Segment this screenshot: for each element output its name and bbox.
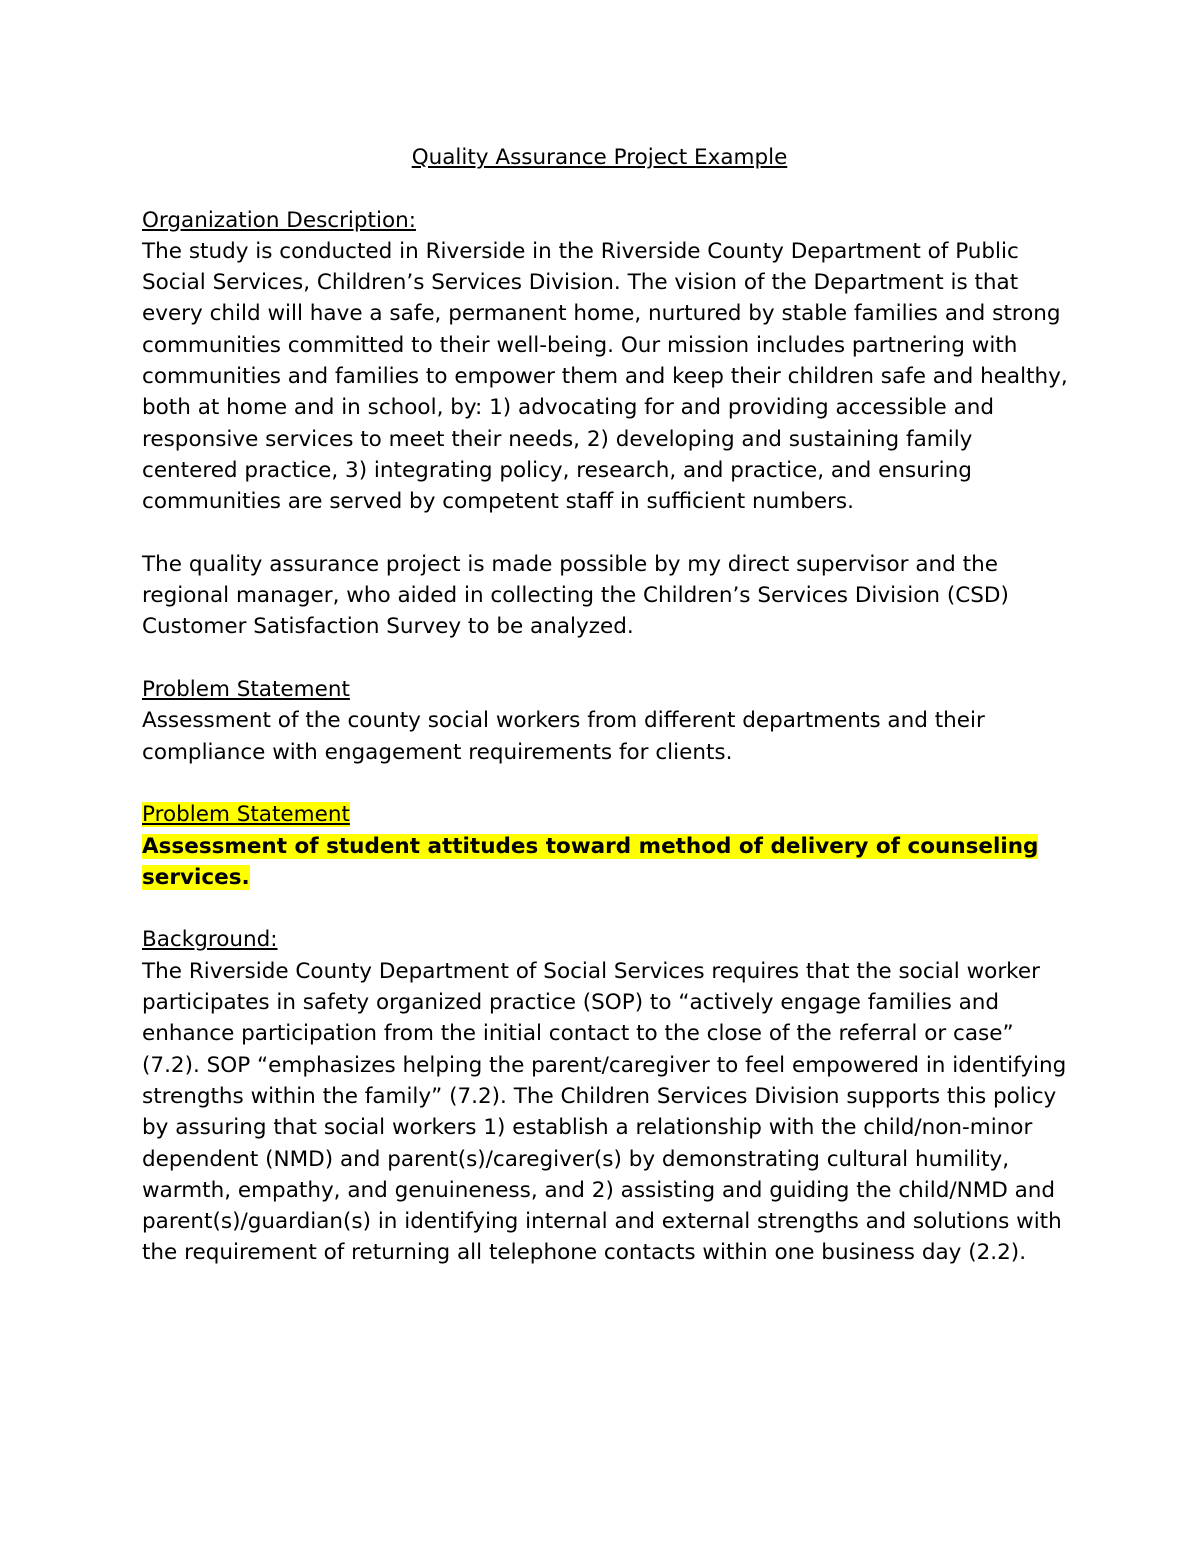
spacer bbox=[142, 893, 1072, 924]
highlighted-problem-heading-line bbox=[142, 799, 1072, 830]
spacer bbox=[142, 518, 1072, 549]
highlighted-problem-text: Assessment of student attitudes toward method of delivery of counseling services. bbox=[142, 833, 1039, 890]
background-heading: Background: bbox=[142, 927, 278, 953]
highlighted-problem-heading: Problem Statement bbox=[142, 802, 350, 828]
problem-statement-paragraph: Assessment of the county social workers from different departments and their compliance with engagement requirements for clients. bbox=[142, 708, 985, 765]
document-body bbox=[142, 142, 1072, 1269]
spacer bbox=[142, 768, 1072, 799]
background-paragraph: The Riverside County Department of Social Services requires that the social worker participates in safety organized practice (SOP) to “actively engage families and enhance participation from the initial contact to the close of the referral or case” (7.2). SOP “emphasizes helping the parent/caregiver to feel empowered in identifying strengths within the family” (7.2). The Children Services Division supports this policy by assuring that social workers 1) establish a relationship with the child/non-minor dependent (NMD) and parent(s)/caregiver(s) by demonstrating cultural humility, warmth, empathy, and genuineness, and 2) assisting and guiding the child/NMD and parent(s)/guardian(s) in identifying internal and external strengths and solutions with the requirement of returning all telephone contacts within one business day (2.2). bbox=[142, 958, 1067, 1266]
spacer bbox=[142, 173, 1072, 204]
document-title: Quality Assurance Project Example bbox=[411, 145, 788, 170]
spacer bbox=[142, 643, 1072, 674]
organization-paragraph: The study is conducted in Riverside in the Riverside County Department of Public Social Services, Children’s Services Division. The vision of the Department is that every child will have a safe, permanent home, nurtured by stable families and strong communities committed to their well-being. Our mission includes partnering with communities and families to empower them and keep their children safe and healthy, both at home and in school, by: 1) advocating for and providing accessible and responsive services to meet their needs, 2) developing and sustaining family centered practice, 3) integrating policy, research, and practice, and ensuring communities are served by competent staff in sufficient numbers. bbox=[142, 238, 1068, 515]
organization-heading: Organization Description: bbox=[142, 207, 416, 233]
qa-paragraph: The quality assurance project is made possible by my direct supervisor and the regional manager, who aided in collecting the Children’s Services Division (CSD) Customer Satisfaction Survey to be analyzed. bbox=[142, 551, 1009, 640]
problem-statement-heading: Problem Statement bbox=[142, 677, 350, 703]
highlighted-problem-paragraph bbox=[142, 831, 1072, 894]
